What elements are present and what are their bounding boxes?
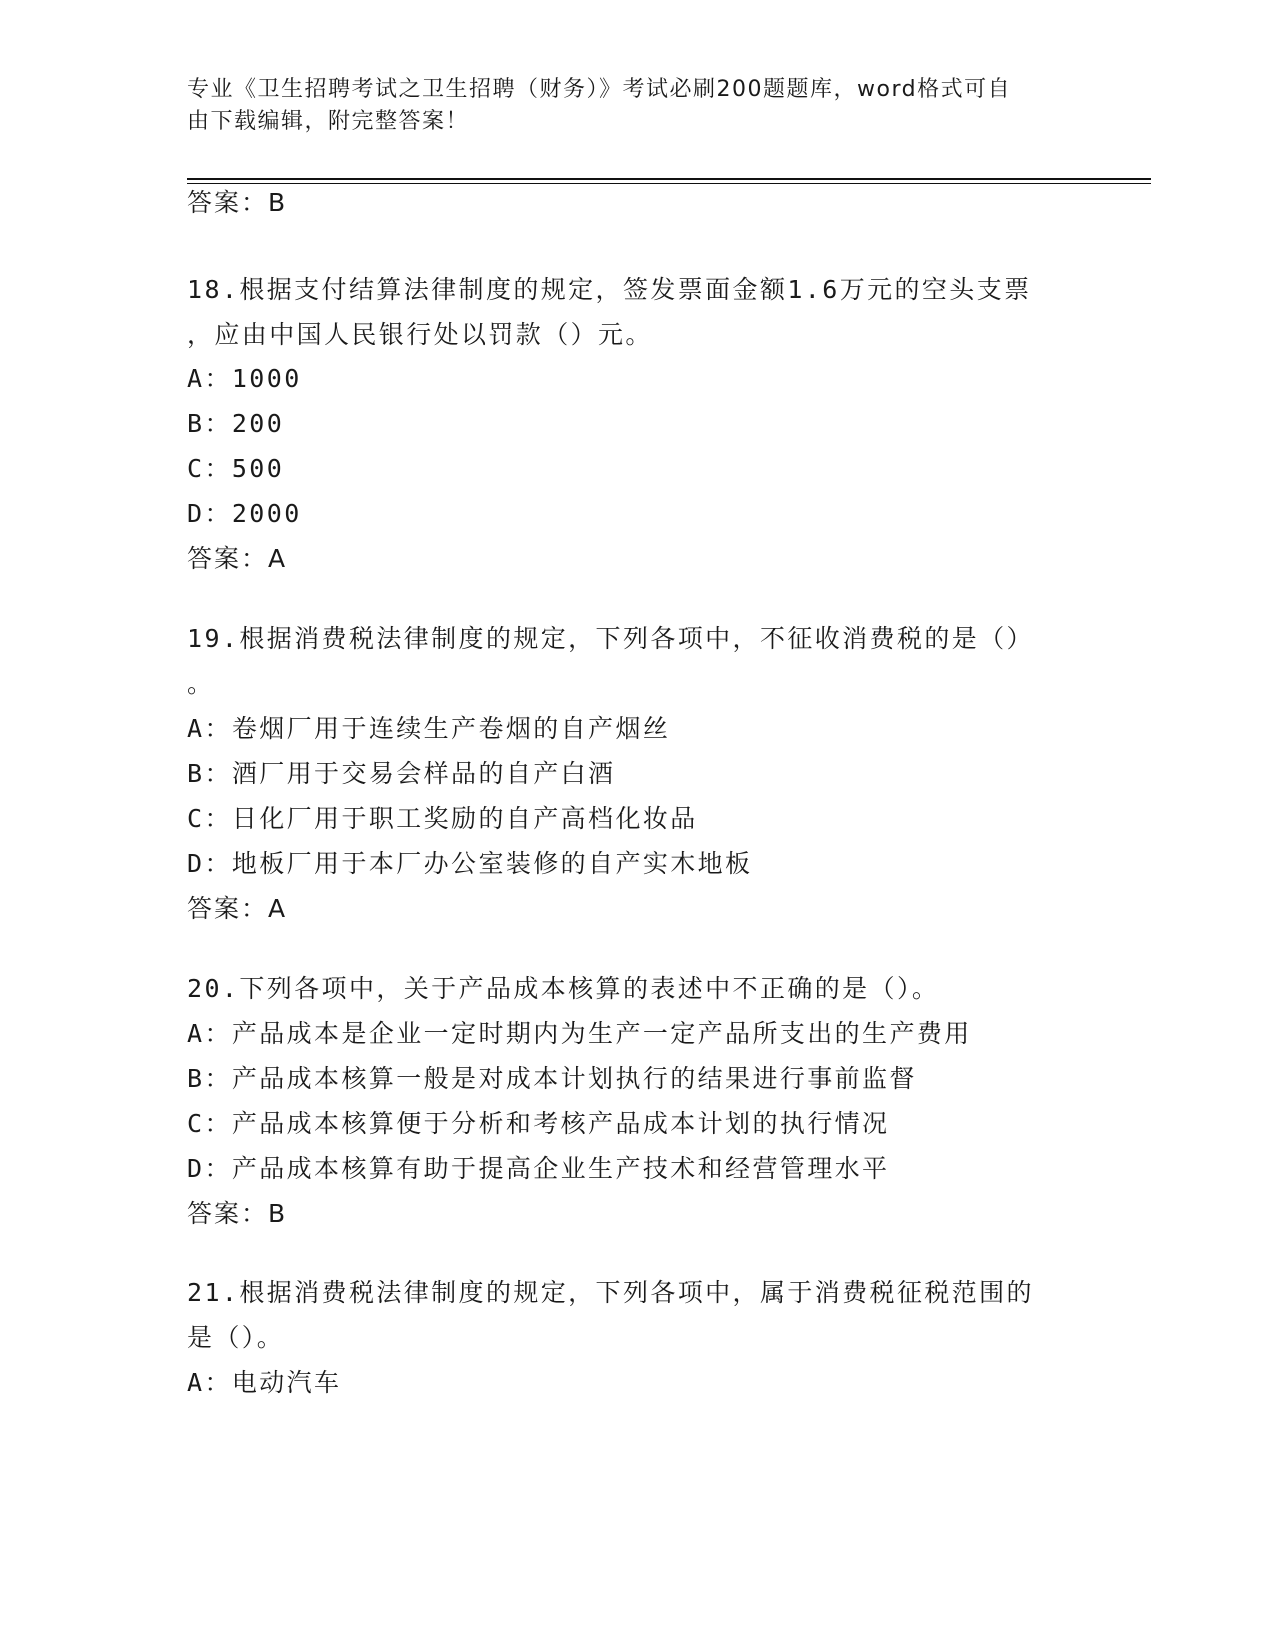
option-a: A：产品成本是企业一定时期内为生产一定产品所支出的生产费用 xyxy=(187,1019,972,1048)
option-c: C：500 xyxy=(187,454,285,483)
answer-line: 答案：A xyxy=(187,544,288,573)
option-d: D：产品成本核算有助于提高企业生产技术和经营管理水平 xyxy=(187,1154,890,1183)
question-21 xyxy=(187,1270,1087,1405)
question-19 xyxy=(187,616,1087,931)
option-d: D：地板厂用于本厂办公室装修的自产实木地板 xyxy=(187,849,753,878)
question-text-line: 21.根据消费税法律制度的规定，下列各项中，属于消费税征税范围的 xyxy=(187,1278,1034,1307)
document-header xyxy=(187,74,1067,138)
option-b: B：酒厂用于交易会样品的自产白酒 xyxy=(187,759,616,788)
question-18 xyxy=(187,267,1087,581)
option-a: A：卷烟厂用于连续生产卷烟的自产烟丝 xyxy=(187,714,671,743)
option-a: A：1000 xyxy=(187,364,302,393)
option-d: D：2000 xyxy=(187,499,302,528)
question-text-line: 19.根据消费税法律制度的规定，下列各项中，不征收消费税的是（） xyxy=(187,624,1034,653)
answer-line: 答案：B xyxy=(187,1199,288,1228)
option-c: C：日化厂用于职工奖励的自产高档化妆品 xyxy=(187,804,698,833)
question-20 xyxy=(187,966,1087,1236)
previous-answer-block xyxy=(187,180,1087,225)
option-b: B：200 xyxy=(187,409,285,438)
option-c: C：产品成本核算便于分析和考核产品成本计划的执行情况 xyxy=(187,1109,890,1138)
question-text-line: 20.下列各项中，关于产品成本核算的表述中不正确的是（）。 xyxy=(187,974,940,1003)
answer-line: 答案：B xyxy=(187,188,288,217)
question-text-line: 18.根据支付结算法律制度的规定，签发票面金额1.6万元的空头支票 xyxy=(187,275,1032,304)
option-b: B：产品成本核算一般是对成本计划执行的结果进行事前监督 xyxy=(187,1064,917,1093)
answer-line: 答案：A xyxy=(187,894,288,923)
header-line-1: 专业《卫生招聘考试之卫生招聘（财务）》考试必刷200题题库，word格式可自 xyxy=(187,77,1012,102)
question-text-line: 是（）。 xyxy=(187,1323,285,1352)
question-text-line: ，应由中国人民银行处以罚款（）元。 xyxy=(187,320,653,349)
question-text-line: 。 xyxy=(187,669,215,698)
option-a: A：电动汽车 xyxy=(187,1368,342,1397)
header-line-2: 由下载编辑，附完整答案！ xyxy=(187,109,470,134)
